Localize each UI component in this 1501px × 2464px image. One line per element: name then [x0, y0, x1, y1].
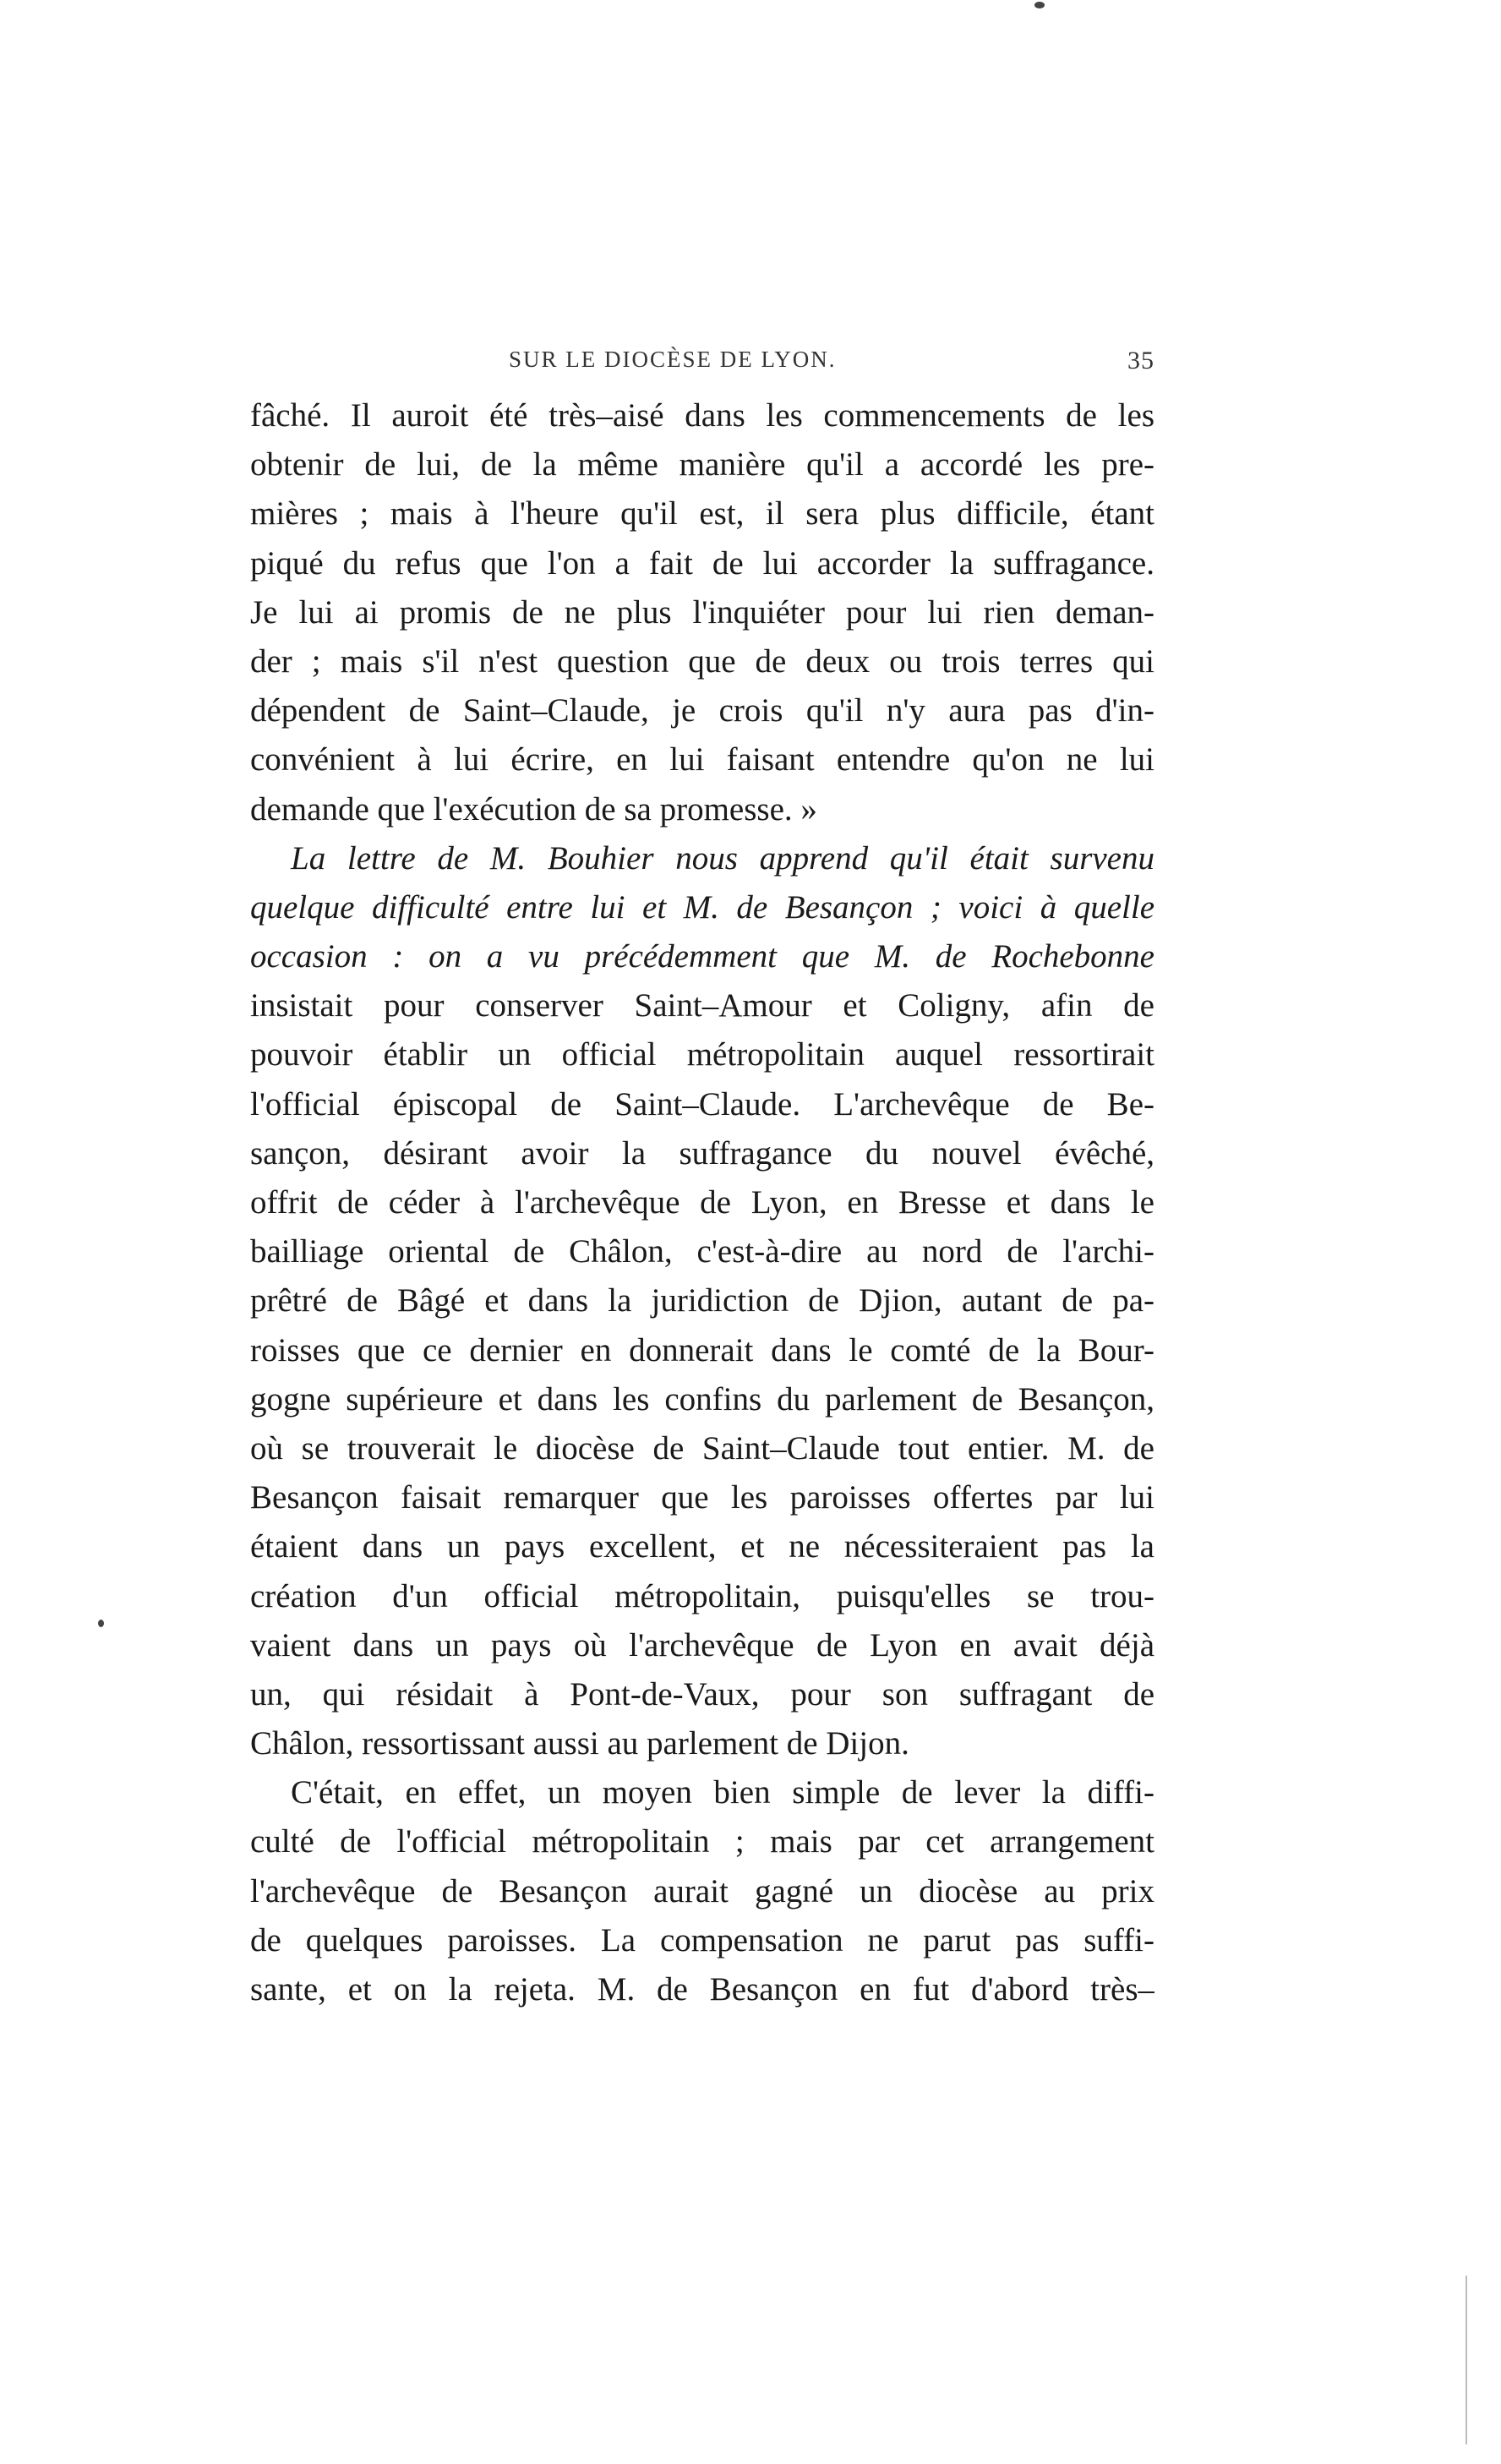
print-speck	[1466, 2276, 1467, 2445]
page-number: 35	[1127, 347, 1154, 374]
print-speck	[1034, 2, 1045, 8]
text-line: C'était, en effet, un moyen bien simple de lever la diffi-	[291, 1774, 1154, 1811]
text-line: demande que l'exécution de sa promesse. »	[250, 790, 817, 828]
text-line: roisses que ce dernier en donnerait dans le comté de la Bour-	[250, 1331, 1154, 1369]
body-text	[250, 391, 1154, 2014]
text-line: l'official épiscopal de Saint–Claude. L'archevêque de Be-	[250, 1085, 1154, 1123]
text-line: mières ; mais à l'heure qu'il est, il sera plus difficile, étant	[250, 495, 1154, 533]
text-line: Je lui ai promis de ne plus l'inquiéter pour lui rien deman-	[250, 593, 1154, 631]
text-line: pouvoir établir un official métropolitain auquel ressortirait	[250, 1036, 1154, 1074]
text-line: vaient dans un pays où l'archevêque de Lyon en avait déjà	[250, 1626, 1154, 1664]
text-line: La lettre de M. Bouhier nous apprend qu'il était survenu	[291, 839, 1154, 877]
text-line: gogne supérieure et dans les confins du parlement de Besançon,	[250, 1380, 1154, 1418]
text-line: fâché. Il auroit été très–aisé dans les commencements de les	[250, 397, 1154, 434]
text-line: der ; mais s'il n'est question que de deux ou trois terres qui	[250, 642, 1154, 680]
text-line: bailliage oriental de Châlon, c'est-à-dire au nord de l'archi-	[250, 1233, 1154, 1270]
running-title: SUR LE DIOCÈSE DE LYON.	[509, 347, 837, 372]
text-line: quelque difficulté entre lui et M. de Besançon ; voici à quelle	[250, 888, 1154, 926]
text-line: convénient à lui écrire, en lui faisant entendre qu'on ne lui	[250, 741, 1154, 779]
text-line: l'archevêque de Besançon aurait gagné un diocèse au prix	[250, 1872, 1154, 1909]
text-line: Besançon faisait remarquer que les paroisses offertes par lui	[250, 1479, 1154, 1516]
text-line: offrit de céder à l'archevêque de Lyon, en Bresse et dans le	[250, 1184, 1154, 1221]
text-line: insistait pour conserver Saint–Amour et Coligny, afin de	[250, 987, 1154, 1024]
text-line: sançon, désirant avoir la suffragance du nouvel évêché,	[250, 1134, 1154, 1172]
text-line: étaient dans un pays excellent, et ne nécessiteraient pas la	[250, 1528, 1154, 1565]
text-line: obtenir de lui, de la même manière qu'il a accordé les pre-	[250, 446, 1154, 484]
text-line: où se trouverait le diocèse de Saint–Claude tout entier. M. de	[250, 1429, 1154, 1467]
text-line: de quelques paroisses. La compensation ne parut pas suffi-	[250, 1921, 1154, 1959]
running-head	[250, 347, 1154, 380]
text-line: un, qui résidait à Pont-de-Vaux, pour son suffragant de	[250, 1675, 1154, 1713]
text-line: culté de l'official métropolitain ; mais par cet arrangement	[250, 1823, 1154, 1860]
text-line: occasion : on a vu précédemment que M. de Rochebonne	[250, 938, 1154, 975]
text-line: création d'un official métropolitain, puisqu'elles se trou-	[250, 1577, 1154, 1614]
text-line: piqué du refus que l'on a fait de lui accorder la suffragance.	[250, 544, 1154, 582]
print-speck	[98, 1620, 104, 1627]
text-line: dépendent de Saint–Claude, je crois qu'il n'y aura pas d'in-	[250, 692, 1154, 729]
text-line: sante, et on la rejeta. M. de Besançon en fut d'abord très–	[250, 1971, 1154, 2008]
text-line: Châlon, ressortissant aussi au parlement de Dijon.	[250, 1725, 909, 1762]
text-line: prêtré de Bâgé et dans la juridiction de Djion, autant de pa-	[250, 1282, 1154, 1319]
